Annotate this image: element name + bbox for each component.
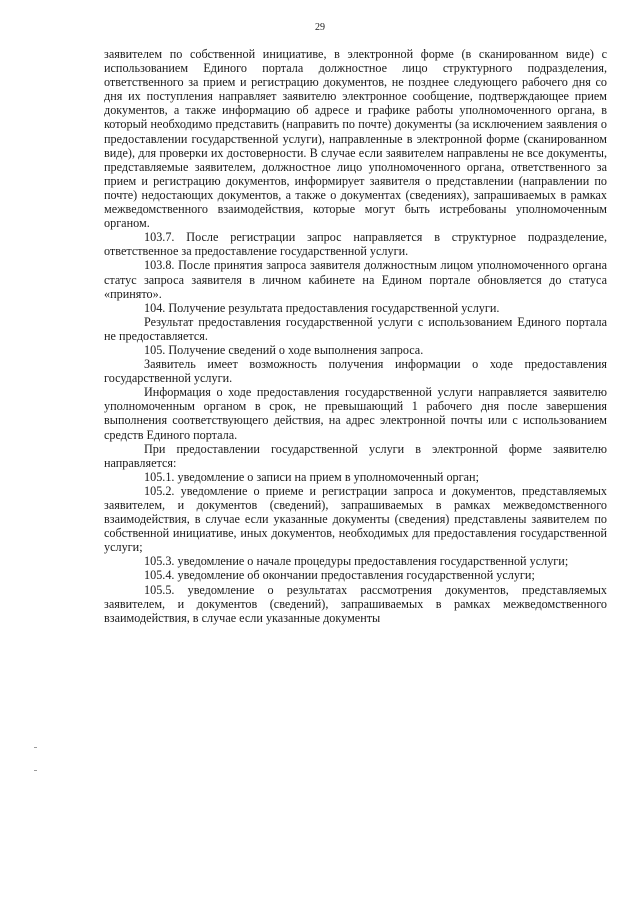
paragraph-104: 104. Получение результата предоставления государственной услуги. [144, 300, 500, 315]
paragraph-105-intro: При предоставлении государственной услуги в электронной форме заявителю направляется: [104, 441, 607, 470]
paragraph-105-3: 105.3. уведомление о начале процедуры предоставления государственной услуги; [144, 554, 569, 569]
scan-mark [34, 747, 37, 748]
paragraph-105-1: 105.1. уведомление о записи на прием в уполномоченный орган; [144, 469, 479, 484]
paragraph-103-7: 103.7. После регистрации запрос направляется в структурное подразделение, ответственное за предоставление государственной услуги. [104, 230, 607, 259]
paragraph-105-2: 105.2. уведомление о приеме и регистрации запроса и документов, представляемых заявителем, и документов (сведений), запрашиваемых в рамках межведомственного взаимодействия, в случае если указанные документы (сведения) представлены заявителем по собственной инициативе, иных документов, необходимых для предоставления государственной услуги; [104, 483, 607, 555]
document-body [104, 47, 607, 625]
scan-mark [34, 770, 37, 771]
paragraph-continuation: заявителем по собственной инициативе, в электронной форме (в сканированном виде) с использованием Единого портала должностное лицо структурного подразделения, ответственного за прием и регистрацию документов, не позднее следующего рабочего дня со дня их поступления направляет заявителю электронное сообщение, подтверждающее прием документов, а также информацию об адресе и графике работы уполномоченного органа, в который необходимо представить (направить по почте) документы (за исключением заявления о предоставлении государственной услуги), направленные в электронной форме (сканированном виде), для проверки их достоверности. В случае если заявителем направлены не все документы, представляемые заявителем, должностное лицо уполномоченного органа, ответственного за прием и регистрацию документов, информирует заявителя о представлении (направлении по почте) недостающих документов, а также о документах (сведениях), запрашиваемых в рамках межведомственного взаимодействия, которые могут быть истребованы уполномоченным органом. [104, 47, 607, 231]
page-number: 29 [315, 22, 325, 33]
paragraph-105: 105. Получение сведений о ходе выполнения запроса. [144, 342, 424, 357]
paragraph-105-applicant: Заявитель имеет возможность получения информации о ходе предоставления государственной услуги. [104, 357, 607, 386]
paragraph-105-info: Информация о ходе предоставления государственной услуги направляется заявителю уполномоченным органом в срок, не превышающий 1 рабочего дня после завершения выполнения соответствующего действия, на адрес электронной почты или с использованием средств Единого портала. [104, 385, 607, 442]
paragraph-104-result: Результат предоставления государственной услуги с использованием Единого портала не предоставляется. [104, 314, 607, 343]
paragraph-105-4: 105.4. уведомление об окончании предоставления государственной услуги; [144, 568, 535, 583]
paragraph-105-5: 105.5. уведомление о результатах рассмотрения документов, представляемых заявителем, и документов (сведений), запрашиваемых в рамках межведомственного взаимодействия, в случае если указанные документы [104, 582, 607, 625]
paragraph-103-8: 103.8. После принятия запроса заявителя должностным лицом уполномоченного органа статус запроса заявителя в личном кабинете на Едином портале обновляется до статуса «принято». [104, 258, 607, 301]
